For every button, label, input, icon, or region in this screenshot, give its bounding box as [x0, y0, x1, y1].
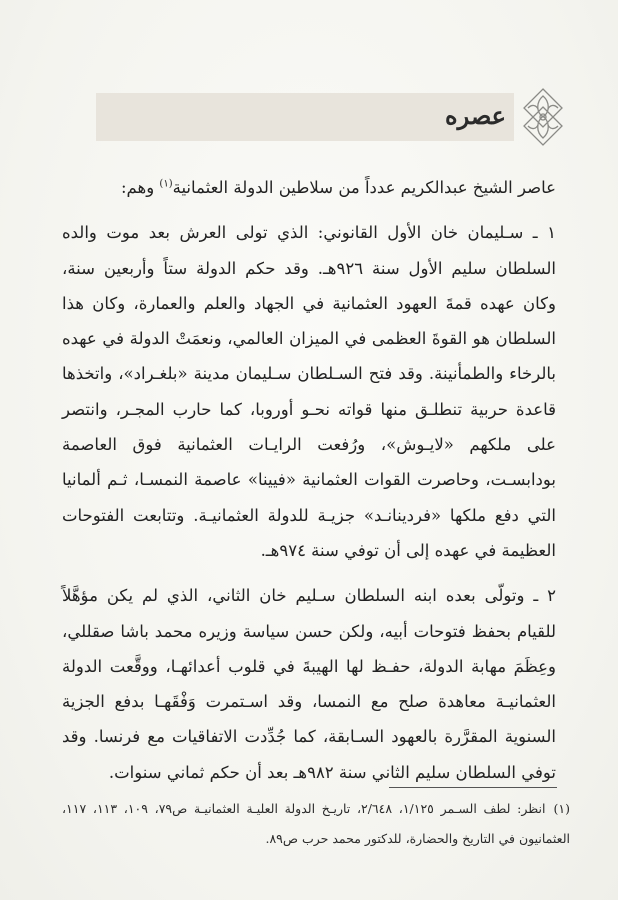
intro-text: عاصر الشيخ عبدالكريم عدداً من سلاطين الدولة العثمانية: [172, 178, 556, 197]
section-heading: عصره: [445, 101, 506, 130]
paragraph-suleiman: ١ ـ سـليمان خان الأول القانوني: الذي تولى العرش بعد موت والده السلطان سليم الأول سنة ٩٢٦هـ. وقد حكم الدولة ستاً وأربعين سنة، وكان عهده قمةَ العهود العثمانية في الجهاد والعلم والعمارة، وكان هذا السلطان هو القوةَ العظمى في الميزان العالمي، ونعمَتْ الدولة في عهده بالرخاء والطمأنينة. وقد فتح السـلطان سـليمان مدينة «بلغـراد»، واتخذها قاعدة حربية تنطلـق منها قواته نحـو أوروبا، كما حارب المجـر، وانتصر على ملكهم «لايـوش»، ورُفعت الرايـات العثمانية فوق العاصمة بودابسـت، وحاصرت القوات العثمانية «فيينا» عاصمة النمسـا، ثـم ألمانيا التي دفع ملكها «فردينانـد» جزيـة للدولة العثمانيـة. وتتابعت الفتوحات العظيمة في عهده إلى أن توفي سنة ٩٧٤هـ.: [62, 223, 556, 560]
intro-paragraph: [62, 170, 556, 205]
footnote-ref[interactable]: (١): [159, 178, 173, 190]
paragraph-selim: ٢ ـ وتولّى بعده ابنه السلطان سـليم خان الثاني، الذي لم يكن مؤهَّلاً للقيام بحفظ فتوحات أبيه، ولكن حسن سياسة وزيره محمد باشا صقللي، وعِظَمَ مهابة الدولة، حفـظ لها الهيبةَ في قلوب أعدائهـا، ووقَّعت الدولة العثمانيـة معاهدة صلح مع النمسا، وقد اسـتمرت وَفْقَهـا بدفع الجزية السنوية المقرَّرة بالعهود السـابقة، كما جُدِّدت الاتفاقيات مع فرنسا. وقد توفي السلطان سليم الثاني سنة ٩٨٢هـ بعد أن حكم ثماني سنوات.: [62, 586, 556, 782]
intro-tail: وهم:: [120, 178, 160, 197]
body-text: [62, 170, 556, 790]
arabesque-ornament-icon: [514, 86, 572, 148]
footnote: [62, 794, 570, 854]
footnote-text: انظر: لطف السـمر ١/١٢٥، ٢/٦٤٨، تاريـخ الدولة العليـة العثمانيـة ص٧٩، ١٠٩، ١١٣، ١١٧، العثمانيون في التاريخ والحضارة، للدكتور محمد حرب ص٨٩.: [62, 801, 570, 846]
footnote-marker: (١): [553, 801, 570, 816]
footnote-divider: [389, 787, 557, 788]
